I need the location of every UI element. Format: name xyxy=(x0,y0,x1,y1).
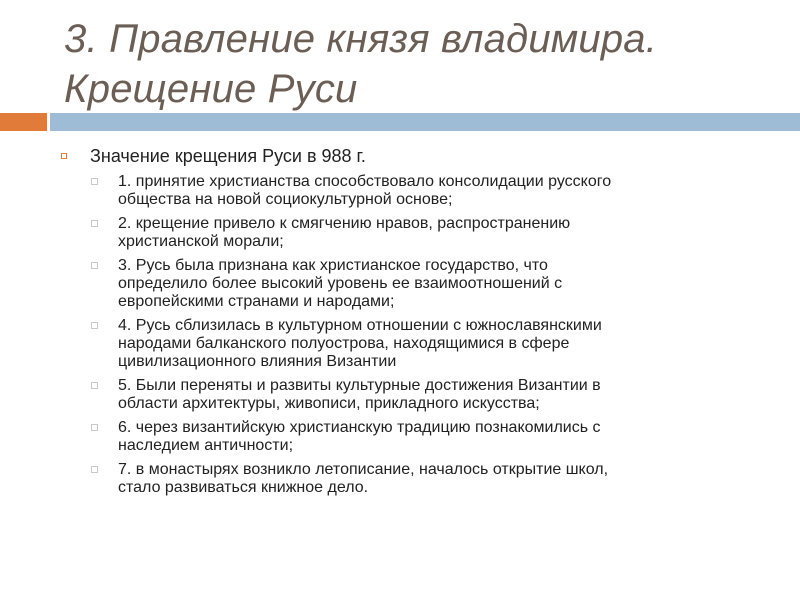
sub-bullet-item-3 xyxy=(60,257,760,311)
title-divider-blue-bar xyxy=(50,113,800,131)
hollow-square-bullet-icon xyxy=(91,220,98,227)
sub-bullet-item-7 xyxy=(60,461,760,497)
sub-bullet-list xyxy=(60,173,760,497)
sub-bullet-text-line: 4. Русь сблизилась в культурном отношении с южнославянскими xyxy=(118,317,602,334)
hollow-square-bullet-icon xyxy=(61,153,67,159)
sub-bullet-text-line: 2. крещение привело к смягчению нравов, распространению xyxy=(118,215,571,232)
hollow-square-bullet-icon xyxy=(91,262,98,269)
sub-bullet-text-line: наследием античности; xyxy=(118,437,294,454)
hollow-square-bullet-icon xyxy=(91,466,98,473)
sub-bullet-text-line: 3. Русь была признана как христианское государство, что xyxy=(118,257,548,274)
sub-bullet-item-2 xyxy=(60,215,760,251)
sub-bullet-text-line: народами балканского полуострова, находящимися в сфере xyxy=(118,335,570,352)
slide-title-line-1: 3. Правление князя владимира. xyxy=(64,17,658,61)
sub-bullet-item-5 xyxy=(60,377,760,413)
hollow-square-bullet-icon xyxy=(91,322,98,329)
sub-bullet-text-line: христианской морали; xyxy=(118,233,284,250)
sub-bullet-text-line: 1. принятие христианства способствовало консолидации русского xyxy=(118,173,612,190)
sub-bullet-text-line: определило более высокий уровень ее взаимоотношений с xyxy=(118,275,563,292)
sub-bullet-item-6 xyxy=(60,419,760,455)
slide-title xyxy=(64,14,764,114)
sub-bullet-text-line: 6. через византийскую христианскую традицию познакомились с xyxy=(118,419,601,436)
sub-bullet-text-line: стало развиваться книжное дело. xyxy=(118,479,369,496)
sub-bullet-text-line: 7. в монастырях возникло летописание, началось открытие школ, xyxy=(118,461,609,478)
sub-bullet-text-line: европейскими странами и народами; xyxy=(118,293,395,310)
sub-bullet-item-1 xyxy=(60,173,760,209)
slide-content xyxy=(60,144,760,503)
sub-bullet-text-line: цивилизационного влияния Византии xyxy=(118,353,397,370)
sub-bullet-text-line: 5. Были переняты и развиты культурные достижения Византии в xyxy=(118,377,601,394)
hollow-square-bullet-icon xyxy=(91,424,98,431)
title-divider-orange-bar xyxy=(0,113,47,131)
sub-bullet-item-4 xyxy=(60,317,760,371)
sub-bullet-text-line: области архитектуры, живописи, прикладного искусства; xyxy=(118,395,540,412)
hollow-square-bullet-icon xyxy=(91,178,98,185)
main-bullet-item xyxy=(60,144,760,168)
sub-bullet-text-line: общества на новой социокультурной основе; xyxy=(118,191,453,208)
slide-title-line-2: Крещение Руси xyxy=(64,67,358,111)
main-bullet-text: Значение крещения Руси в 988 г. xyxy=(90,146,366,166)
hollow-square-bullet-icon xyxy=(91,382,98,389)
